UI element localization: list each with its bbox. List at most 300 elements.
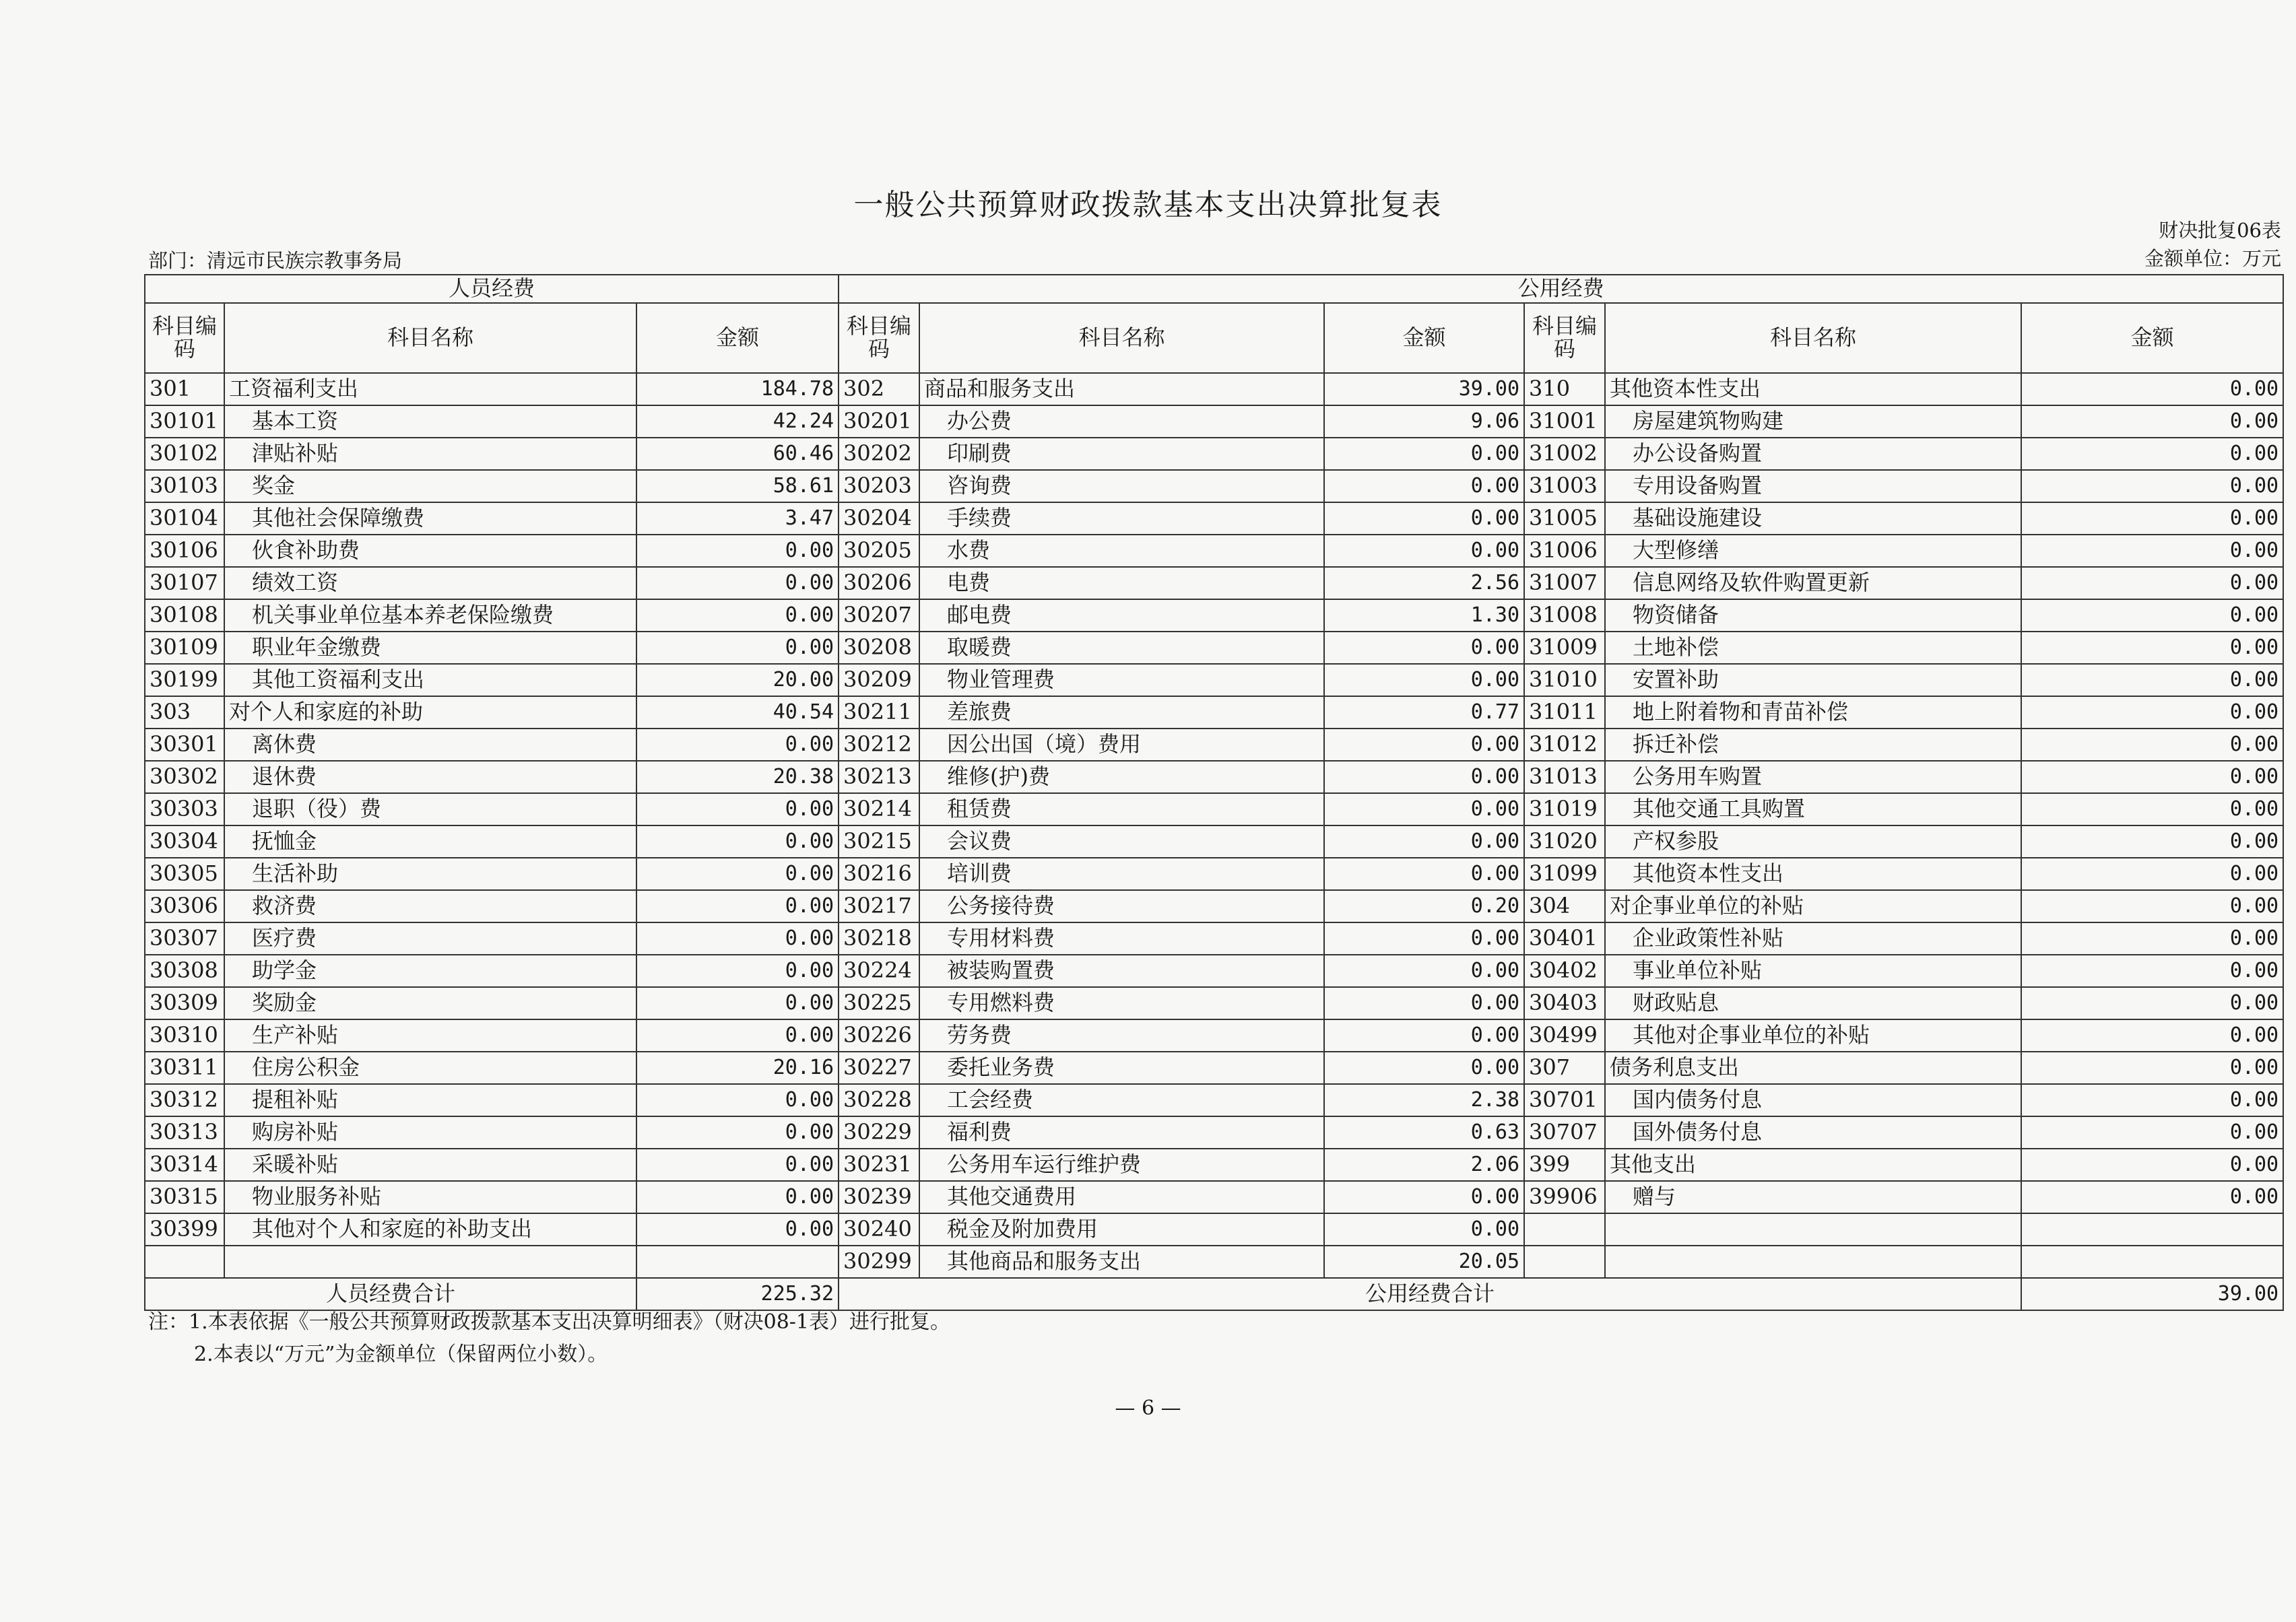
item-code: 30211 [839, 696, 919, 729]
item-amount: 0.00 [2021, 438, 2283, 470]
item-code: 30403 [1524, 987, 1605, 1019]
item-code: 30218 [839, 922, 919, 955]
item-amount: 0.00 [636, 1084, 839, 1116]
item-name: 税金及附加费用 [919, 1213, 1324, 1246]
table-row [145, 1052, 2283, 1084]
item-amount: 0.00 [636, 890, 839, 922]
item-amount: 0.00 [1324, 1181, 1524, 1213]
item-amount: 58.61 [636, 470, 839, 502]
item-code: 30101 [145, 405, 224, 438]
item-name: 劳务费 [919, 1019, 1324, 1052]
item-name: 生活补助 [224, 858, 636, 890]
item-name [1605, 1213, 2021, 1246]
item-name: 对个人和家庭的补助 [224, 696, 636, 729]
item-name: 国内债务付息 [1605, 1084, 2021, 1116]
item-code: 31008 [1524, 599, 1605, 632]
item-code: 304 [1524, 890, 1605, 922]
item-amount: 0.00 [1324, 438, 1524, 470]
item-amount: 0.00 [2021, 470, 2283, 502]
item-code: 31001 [1524, 405, 1605, 438]
item-name: 其他资本性支出 [1605, 858, 2021, 890]
item-name: 印刷费 [919, 438, 1324, 470]
item-code: 30108 [145, 599, 224, 632]
item-code: 30308 [145, 955, 224, 987]
item-amount: 0.00 [1324, 470, 1524, 502]
table-row [145, 761, 2283, 793]
item-code: 31002 [1524, 438, 1605, 470]
table-row [145, 987, 2283, 1019]
item-code: 30314 [145, 1149, 224, 1181]
section-public: 公用经费 [839, 275, 2283, 303]
table-row [145, 1149, 2283, 1181]
item-amount: 3.47 [636, 502, 839, 535]
item-name: 差旅费 [919, 696, 1324, 729]
item-amount: 184.78 [636, 373, 839, 405]
item-amount: 0.00 [2021, 502, 2283, 535]
item-amount: 0.00 [1324, 955, 1524, 987]
item-amount: 0.00 [1324, 761, 1524, 793]
table-row [145, 825, 2283, 858]
item-amount: 0.00 [636, 793, 839, 825]
item-name: 退职（役）费 [224, 793, 636, 825]
item-amount: 20.00 [636, 664, 839, 696]
item-code: 30106 [145, 535, 224, 567]
item-amount: 40.54 [636, 696, 839, 729]
table-row [145, 1116, 2283, 1149]
item-name: 职业年金缴费 [224, 632, 636, 664]
item-name: 办公设备购置 [1605, 438, 2021, 470]
item-name: 奖励金 [224, 987, 636, 1019]
col-amount-header: 金额 [636, 303, 839, 373]
budget-table [144, 274, 2284, 1311]
item-amount: 0.00 [2021, 696, 2283, 729]
item-code: 30212 [839, 729, 919, 761]
item-name: 邮电费 [919, 599, 1324, 632]
unit-label: 金额单位：万元 [2144, 247, 2281, 270]
col-code-header: 科目编码 [839, 303, 919, 373]
item-code: 30107 [145, 567, 224, 599]
item-name: 水费 [919, 535, 1324, 567]
item-code: 30201 [839, 405, 919, 438]
item-code: 30217 [839, 890, 919, 922]
item-name: 医疗费 [224, 922, 636, 955]
table-row [145, 502, 2283, 535]
item-amount: 20.16 [636, 1052, 839, 1084]
item-amount: 0.00 [2021, 1019, 2283, 1052]
table-row [145, 858, 2283, 890]
item-amount: 0.00 [2021, 955, 2283, 987]
item-name: 债务利息支出 [1605, 1052, 2021, 1084]
item-amount: 0.00 [2021, 825, 2283, 858]
item-amount: 0.00 [636, 729, 839, 761]
item-name: 房屋建筑物购建 [1605, 405, 2021, 438]
item-amount: 0.00 [1324, 1052, 1524, 1084]
table-row [145, 599, 2283, 632]
item-amount: 0.00 [636, 1213, 839, 1246]
item-name: 国外债务付息 [1605, 1116, 2021, 1149]
item-code: 30309 [145, 987, 224, 1019]
item-name: 其他商品和服务支出 [919, 1246, 1324, 1278]
item-code: 30225 [839, 987, 919, 1019]
item-name: 津贴补贴 [224, 438, 636, 470]
item-amount: 20.05 [1324, 1246, 1524, 1278]
item-amount: 0.00 [2021, 1116, 2283, 1149]
item-name: 公务用车运行维护费 [919, 1149, 1324, 1181]
table-row [145, 729, 2283, 761]
item-amount: 0.00 [1324, 664, 1524, 696]
item-name: 专用燃料费 [919, 987, 1324, 1019]
item-code: 30216 [839, 858, 919, 890]
item-code: 31010 [1524, 664, 1605, 696]
item-code: 30301 [145, 729, 224, 761]
item-amount: 0.00 [636, 535, 839, 567]
item-amount: 0.00 [2021, 567, 2283, 599]
item-name [224, 1246, 636, 1278]
item-amount: 0.20 [1324, 890, 1524, 922]
item-name: 财政贴息 [1605, 987, 2021, 1019]
item-code: 31020 [1524, 825, 1605, 858]
item-name: 基本工资 [224, 405, 636, 438]
item-code: 30231 [839, 1149, 919, 1181]
item-amount: 0.00 [1324, 1019, 1524, 1052]
item-amount [636, 1246, 839, 1278]
table-row [145, 922, 2283, 955]
item-code: 30204 [839, 502, 919, 535]
item-code [1524, 1213, 1605, 1246]
item-code: 30499 [1524, 1019, 1605, 1052]
item-name: 被装购置费 [919, 955, 1324, 987]
item-name: 安置补助 [1605, 664, 2021, 696]
item-name: 救济费 [224, 890, 636, 922]
item-code: 31007 [1524, 567, 1605, 599]
item-amount: 0.00 [1324, 729, 1524, 761]
item-name: 绩效工资 [224, 567, 636, 599]
item-name: 助学金 [224, 955, 636, 987]
item-code: 30206 [839, 567, 919, 599]
col-code-header: 科目编码 [1524, 303, 1605, 373]
item-amount: 0.63 [1324, 1116, 1524, 1149]
table-row [145, 1246, 2283, 1278]
item-name: 生产补贴 [224, 1019, 636, 1052]
table-row [145, 438, 2283, 470]
notes [148, 1306, 950, 1371]
item-code: 30207 [839, 599, 919, 632]
item-code: 31003 [1524, 470, 1605, 502]
item-amount: 0.00 [1324, 858, 1524, 890]
item-code: 30203 [839, 470, 919, 502]
item-code: 30311 [145, 1052, 224, 1084]
item-amount: 0.00 [2021, 1052, 2283, 1084]
item-code: 30312 [145, 1084, 224, 1116]
item-name: 土地补偿 [1605, 632, 2021, 664]
item-code: 30401 [1524, 922, 1605, 955]
item-name: 基础设施建设 [1605, 502, 2021, 535]
table-row [145, 1084, 2283, 1116]
item-code: 30226 [839, 1019, 919, 1052]
item-amount: 0.00 [636, 1019, 839, 1052]
item-amount: 0.00 [2021, 1149, 2283, 1181]
item-amount: 20.38 [636, 761, 839, 793]
item-amount: 0.00 [2021, 599, 2283, 632]
item-name: 会议费 [919, 825, 1324, 858]
item-code: 30240 [839, 1213, 919, 1246]
item-amount: 0.00 [636, 825, 839, 858]
col-name-header: 科目名称 [224, 303, 636, 373]
item-code: 30304 [145, 825, 224, 858]
item-name: 企业政策性补贴 [1605, 922, 2021, 955]
item-name: 赠与 [1605, 1181, 2021, 1213]
item-code: 30402 [1524, 955, 1605, 987]
department-label: 部门：清远市民族宗教事务局 [148, 249, 403, 272]
item-amount: 0.00 [2021, 890, 2283, 922]
item-code: 31013 [1524, 761, 1605, 793]
item-code [1524, 1246, 1605, 1278]
item-code: 302 [839, 373, 919, 405]
item-amount: 0.00 [636, 1116, 839, 1149]
item-code: 30707 [1524, 1116, 1605, 1149]
item-amount: 0.00 [636, 987, 839, 1019]
item-name: 大型修缮 [1605, 535, 2021, 567]
item-amount: 0.00 [2021, 793, 2283, 825]
item-name: 工资福利支出 [224, 373, 636, 405]
item-code: 31006 [1524, 535, 1605, 567]
item-code: 301 [145, 373, 224, 405]
item-code [145, 1246, 224, 1278]
item-code: 31099 [1524, 858, 1605, 890]
item-name: 其他对企事业单位的补贴 [1605, 1019, 2021, 1052]
item-name: 其他交通工具购置 [1605, 793, 2021, 825]
item-code: 30102 [145, 438, 224, 470]
item-name: 抚恤金 [224, 825, 636, 858]
item-amount: 0.00 [636, 955, 839, 987]
item-code: 30224 [839, 955, 919, 987]
item-name: 公务用车购置 [1605, 761, 2021, 793]
item-name: 培训费 [919, 858, 1324, 890]
item-amount: 0.00 [2021, 535, 2283, 567]
item-amount: 0.00 [1324, 632, 1524, 664]
item-code: 31011 [1524, 696, 1605, 729]
item-name: 咨询费 [919, 470, 1324, 502]
item-amount: 1.30 [1324, 599, 1524, 632]
page-number: — 6 — [1115, 1396, 1181, 1420]
item-code: 30103 [145, 470, 224, 502]
item-name: 租赁费 [919, 793, 1324, 825]
item-code: 30399 [145, 1213, 224, 1246]
item-code: 30307 [145, 922, 224, 955]
item-code: 399 [1524, 1149, 1605, 1181]
item-code: 31005 [1524, 502, 1605, 535]
item-code: 30104 [145, 502, 224, 535]
note-2: 2.本表以“万元”为金额单位（保留两位小数）。 [194, 1343, 608, 1366]
item-name: 手续费 [919, 502, 1324, 535]
item-amount: 0.00 [2021, 729, 2283, 761]
item-name: 其他对个人和家庭的补助支出 [224, 1213, 636, 1246]
item-code: 30215 [839, 825, 919, 858]
table-row [145, 1019, 2283, 1052]
item-code: 30202 [839, 438, 919, 470]
item-name: 福利费 [919, 1116, 1324, 1149]
item-name: 信息网络及软件购置更新 [1605, 567, 2021, 599]
item-name: 提租补贴 [224, 1084, 636, 1116]
item-code: 30302 [145, 761, 224, 793]
item-code: 30109 [145, 632, 224, 664]
item-name: 奖金 [224, 470, 636, 502]
item-code: 30227 [839, 1052, 919, 1084]
item-name: 离休费 [224, 729, 636, 761]
item-code: 31019 [1524, 793, 1605, 825]
item-name: 事业单位补贴 [1605, 955, 2021, 987]
table-row [145, 793, 2283, 825]
item-code: 30199 [145, 664, 224, 696]
item-code: 310 [1524, 373, 1605, 405]
item-name: 其他资本性支出 [1605, 373, 2021, 405]
item-code: 30209 [839, 664, 919, 696]
item-code: 39906 [1524, 1181, 1605, 1213]
item-name: 商品和服务支出 [919, 373, 1324, 405]
public-total-amount: 39.00 [2021, 1278, 2283, 1310]
item-name: 因公出国（境）费用 [919, 729, 1324, 761]
item-amount: 0.00 [636, 567, 839, 599]
item-name: 产权参股 [1605, 825, 2021, 858]
item-amount: 2.06 [1324, 1149, 1524, 1181]
col-code-header: 科目编码 [145, 303, 224, 373]
item-code: 30701 [1524, 1084, 1605, 1116]
item-amount: 0.00 [636, 1149, 839, 1181]
item-amount: 0.00 [636, 1181, 839, 1213]
item-amount: 0.00 [2021, 1181, 2283, 1213]
item-code: 303 [145, 696, 224, 729]
item-amount: 0.00 [2021, 761, 2283, 793]
item-amount: 0.00 [1324, 502, 1524, 535]
table-row [145, 373, 2283, 405]
item-name: 地上附着物和青苗补偿 [1605, 696, 2021, 729]
col-name-header: 科目名称 [1605, 303, 2021, 373]
item-code: 30305 [145, 858, 224, 890]
item-name: 专用设备购置 [1605, 470, 2021, 502]
item-name: 采暖补贴 [224, 1149, 636, 1181]
total-row [145, 1278, 2283, 1310]
item-amount: 0.00 [2021, 858, 2283, 890]
item-name: 电费 [919, 567, 1324, 599]
item-name: 专用材料费 [919, 922, 1324, 955]
table-row [145, 470, 2283, 502]
item-amount: 39.00 [1324, 373, 1524, 405]
item-code: 31009 [1524, 632, 1605, 664]
item-code: 30303 [145, 793, 224, 825]
item-amount [2021, 1246, 2283, 1278]
item-name: 公务接待费 [919, 890, 1324, 922]
item-name: 伙食补助费 [224, 535, 636, 567]
item-amount: 0.77 [1324, 696, 1524, 729]
item-code: 30313 [145, 1116, 224, 1149]
item-name: 机关事业单位基本养老保险缴费 [224, 599, 636, 632]
item-name: 购房补贴 [224, 1116, 636, 1149]
table-row [145, 890, 2283, 922]
item-amount: 0.00 [2021, 987, 2283, 1019]
section-header-row [145, 275, 2283, 303]
item-name: 其他支出 [1605, 1149, 2021, 1181]
item-code: 30239 [839, 1181, 919, 1213]
note-1: 注：1.本表依据《一般公共预算财政拨款基本支出决算明细表》（财决08-1表）进行批复。 [148, 1310, 951, 1334]
item-amount: 0.00 [636, 599, 839, 632]
item-name: 其他工资福利支出 [224, 664, 636, 696]
item-amount: 0.00 [2021, 632, 2283, 664]
table-row [145, 664, 2283, 696]
public-total-label: 公用经费合计 [839, 1278, 2021, 1310]
table-row [145, 1213, 2283, 1246]
table-row [145, 405, 2283, 438]
item-amount: 0.00 [1324, 922, 1524, 955]
personnel-total-label: 人员经费合计 [145, 1278, 636, 1310]
item-amount: 2.38 [1324, 1084, 1524, 1116]
personnel-total-amount: 225.32 [636, 1278, 839, 1310]
item-amount: 0.00 [2021, 664, 2283, 696]
item-name: 工会经费 [919, 1084, 1324, 1116]
item-name: 维修(护)费 [919, 761, 1324, 793]
item-name: 对企事业单位的补贴 [1605, 890, 2021, 922]
table-row [145, 567, 2283, 599]
table-row [145, 955, 2283, 987]
item-name: 其他社会保障缴费 [224, 502, 636, 535]
section-personnel: 人员经费 [145, 275, 839, 303]
item-amount: 0.00 [2021, 373, 2283, 405]
item-name: 住房公积金 [224, 1052, 636, 1084]
item-name: 物资储备 [1605, 599, 2021, 632]
item-name: 拆迁补偿 [1605, 729, 2021, 761]
item-amount: 0.00 [2021, 1084, 2283, 1116]
item-code: 30229 [839, 1116, 919, 1149]
col-name-header: 科目名称 [919, 303, 1324, 373]
item-code: 30315 [145, 1181, 224, 1213]
item-amount: 0.00 [636, 858, 839, 890]
item-name: 物业服务补贴 [224, 1181, 636, 1213]
item-code: 30306 [145, 890, 224, 922]
item-amount: 0.00 [2021, 922, 2283, 955]
table-row [145, 535, 2283, 567]
item-name: 其他交通费用 [919, 1181, 1324, 1213]
item-amount: 0.00 [1324, 793, 1524, 825]
item-name: 退休费 [224, 761, 636, 793]
column-header-row [145, 303, 2283, 373]
item-code: 30299 [839, 1246, 919, 1278]
item-name [1605, 1246, 2021, 1278]
item-amount: 0.00 [2021, 405, 2283, 438]
item-code: 30228 [839, 1084, 919, 1116]
item-code: 30208 [839, 632, 919, 664]
item-amount: 9.06 [1324, 405, 1524, 438]
item-amount: 0.00 [1324, 825, 1524, 858]
table-row [145, 696, 2283, 729]
item-amount: 42.24 [636, 405, 839, 438]
item-amount: 0.00 [1324, 1213, 1524, 1246]
item-name: 委托业务费 [919, 1052, 1324, 1084]
item-code: 307 [1524, 1052, 1605, 1084]
item-amount: 0.00 [636, 922, 839, 955]
item-amount: 60.46 [636, 438, 839, 470]
item-amount: 0.00 [1324, 987, 1524, 1019]
item-name: 物业管理费 [919, 664, 1324, 696]
item-name: 办公费 [919, 405, 1324, 438]
item-code: 31012 [1524, 729, 1605, 761]
item-amount: 0.00 [1324, 535, 1524, 567]
item-code: 30310 [145, 1019, 224, 1052]
item-amount [2021, 1213, 2283, 1246]
item-code: 30205 [839, 535, 919, 567]
item-amount: 2.56 [1324, 567, 1524, 599]
col-amount-header: 金额 [1324, 303, 1524, 373]
col-amount-header: 金额 [2021, 303, 2283, 373]
item-code: 30213 [839, 761, 919, 793]
